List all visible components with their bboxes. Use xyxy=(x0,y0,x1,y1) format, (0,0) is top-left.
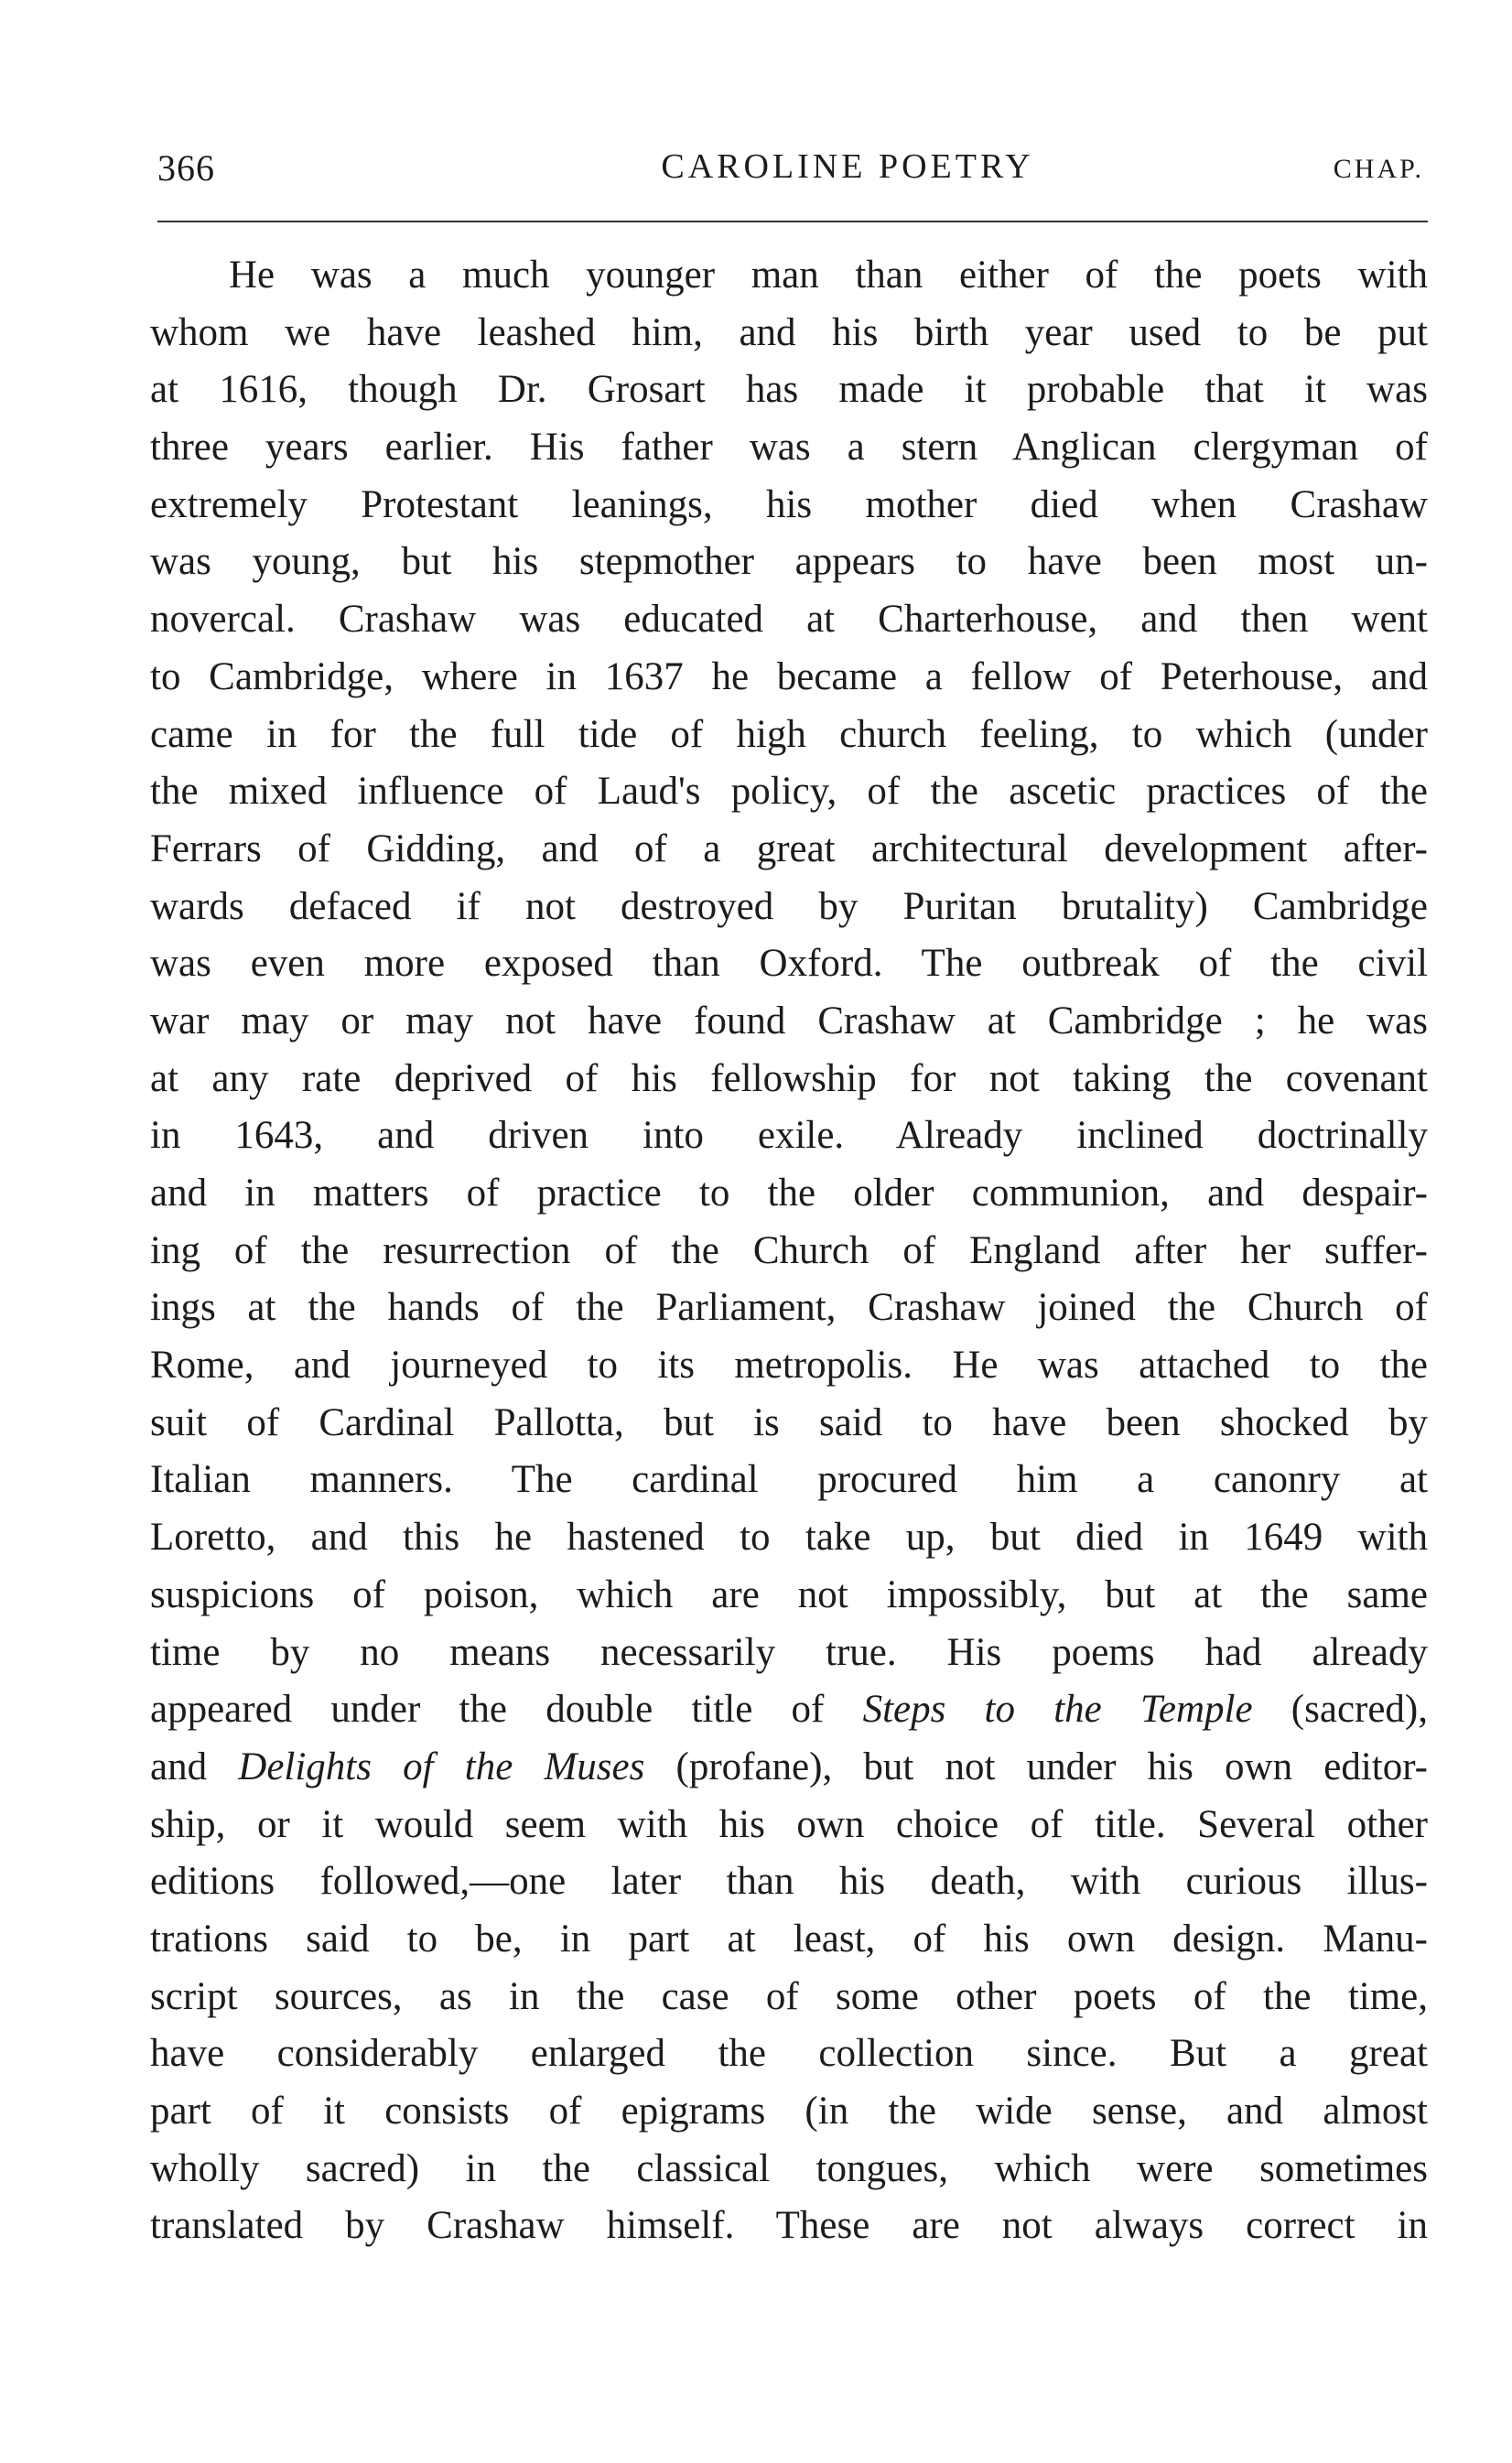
running-title: CAROLINE POETRY xyxy=(661,147,1034,186)
text-line: have considerably enlarged the collection since. But a great xyxy=(150,2032,1428,2076)
text-line: part of it consists of epigrams (in the wide sense, and almost xyxy=(150,2090,1428,2133)
text-line: novercal. Crashaw was educated at Charterhouse, and then went xyxy=(150,598,1428,642)
text-line: wards defaced if not destroyed by Puritan brutality) Cambridge xyxy=(150,884,1428,928)
text-line: ings at the hands of the Parliament, Crashaw joined the Church of xyxy=(150,1286,1428,1330)
text-line: to Cambridge, where in 1637 he became a fellow of Peterhouse, and xyxy=(150,654,1428,698)
text-line-with-title xyxy=(150,1739,1428,1797)
text-run: appeared under the double title of xyxy=(150,1688,863,1732)
chapter-label: CHAP. xyxy=(1333,154,1424,184)
text-run: (sacred), xyxy=(1252,1688,1428,1732)
text-line: was even more exposed than Oxford. The outbreak of the civil xyxy=(150,942,1428,986)
text-line: wholly sacred) in the classical tongues, which were sometimes xyxy=(150,2146,1428,2190)
text-line: ship, or it would seem with his own choice of title. Several other xyxy=(150,1802,1428,1846)
text-line: Rome, and journeyed to its metropolis. He was attached to the xyxy=(150,1344,1428,1388)
text-line: was young, but his stepmother appears to have been most un- xyxy=(150,540,1428,584)
text-run: (profane), but not under his own editor- xyxy=(644,1745,1428,1788)
text-line: and in matters of practice to the older communion, and despair- xyxy=(150,1172,1428,1215)
text-line: war may or may not have found Crashaw at Cambridge ; he was xyxy=(150,999,1428,1042)
text-line: suit of Cardinal Pallotta, but is said to have been shocked by xyxy=(150,1400,1428,1444)
text-line: at 1616, though Dr. Grosart has made it probable that it was xyxy=(150,368,1428,412)
text-line-with-title xyxy=(150,1681,1428,1739)
page-number: 366 xyxy=(157,147,215,189)
text-line: at any rate deprived of his fellowship for not taking the covenant xyxy=(150,1056,1428,1100)
text-line: came in for the full tide of high church feeling, to which (under xyxy=(150,712,1428,756)
running-head xyxy=(157,137,1428,192)
text-line: trations said to be, in part at least, of his own design. Manu- xyxy=(150,1917,1428,1961)
text-line: extremely Protestant leanings, his mother died when Crashaw xyxy=(150,482,1428,526)
text-line: editions followed,—one later than his death, with curious illus- xyxy=(150,1860,1428,1904)
text-line: He was a much younger man than either of the poets with xyxy=(229,254,1428,297)
text-line: whom we have leashed him, and his birth year used to be put xyxy=(150,310,1428,354)
text-line: three years earlier. His father was a stern Anglican clergyman of xyxy=(150,426,1428,470)
text-run: and xyxy=(150,1745,239,1788)
body-paragraph xyxy=(150,247,1428,2255)
text-line: Ferrars of Gidding, and of a great architectural development after- xyxy=(150,826,1428,870)
text-line: Italian manners. The cardinal procured him a canonry at xyxy=(150,1458,1428,1502)
text-line: the mixed influence of Laud's policy, of the ascetic practices of the xyxy=(150,770,1428,814)
text-line: translated by Crashaw himself. These are not always correct in xyxy=(150,2204,1428,2248)
text-line: in 1643, and driven into exile. Already inclined doctrinally xyxy=(150,1114,1428,1158)
book-title-steps-to-the-temple: Steps to the Temple xyxy=(862,1688,1253,1732)
text-line: ing of the resurrection of the Church of England after her suffer- xyxy=(150,1228,1428,1272)
text-line: Loretto, and this he hastened to take up, but died in 1649 with xyxy=(150,1516,1428,1560)
header-rule xyxy=(157,221,1428,222)
text-line: script sources, as in the case of some other poets of the time, xyxy=(150,1974,1428,2018)
text-line: time by no means necessarily true. His poems had already xyxy=(150,1630,1428,1674)
book-title-delights-of-the-muses: Delights of the Muses xyxy=(238,1745,645,1788)
text-line: suspicions of poison, which are not impossibly, but at the same xyxy=(150,1572,1428,1616)
